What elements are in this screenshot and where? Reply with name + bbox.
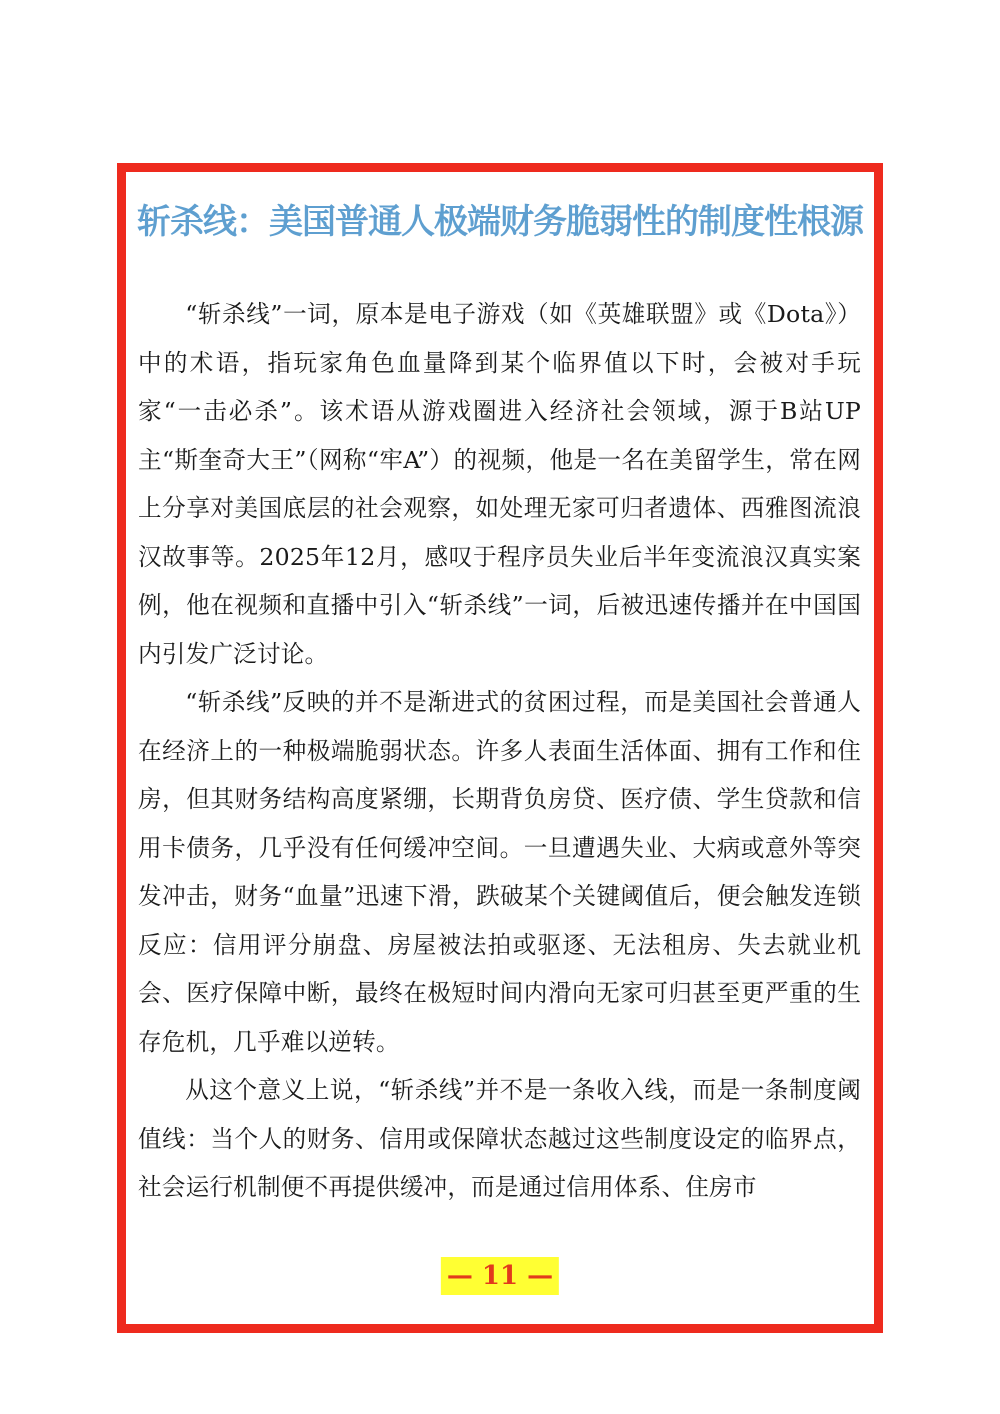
paragraph-1: “斩杀线”一词，原本是电子游戏（如《英雄联盟》或《Dota》）中的术语，指玩家角色血量降到某个临界值以下时，会被对手玩家“一击必杀”。该术语从游戏圈进入经济社会领域，源于B站UP主“斯奎奇大王”（网称“牢A”）的视频，他是一名在美留学生，常在网上分享对美国底层的社会观察，如处理无家可归者遗体、西雅图流浪汉故事等。2025年12月，感叹于程序员失业后半年变流浪汉真实案例，他在视频和直播中引入“斩杀线”一词，后被迅速传播并在中国国内引发广泛讨论。 — [138, 300, 861, 668]
paragraph-2: “斩杀线”反映的并不是渐进式的贫困过程，而是美国社会普通人在经济上的一种极端脆弱状态。许多人表面生活体面、拥有工作和住房，但其财务结构高度紧绷，长期背负房贷、医疗债、学生贷款和信用卡债务，几乎没有任何缓冲空间。一旦遭遇失业、大病或意外等突发冲击，财务“血量”迅速下滑，跌破某个关键阈值后，便会触发连锁反应：信用评分崩盘、房屋被法拍或驱逐、无法租房、失去就业机会、医疗保障中断，最终在极短时间内滑向无家可归甚至更严重的生存危机，几乎难以逆转。 — [138, 688, 861, 1056]
article-body — [138, 290, 861, 1212]
article-title: 斩杀线：美国普通人极端财务脆弱性的制度性根源 — [137, 202, 863, 242]
page-frame — [117, 163, 883, 1333]
paragraph-3: 从这个意义上说，“斩杀线”并不是一条收入线，而是一条制度阈值线：当个人的财务、信用或保障状态越过这些制度设定的临界点，社会运行机制便不再提供缓冲，而是通过信用体系、住房市 — [138, 1076, 861, 1201]
page-number: — 11 — — [441, 1257, 559, 1295]
